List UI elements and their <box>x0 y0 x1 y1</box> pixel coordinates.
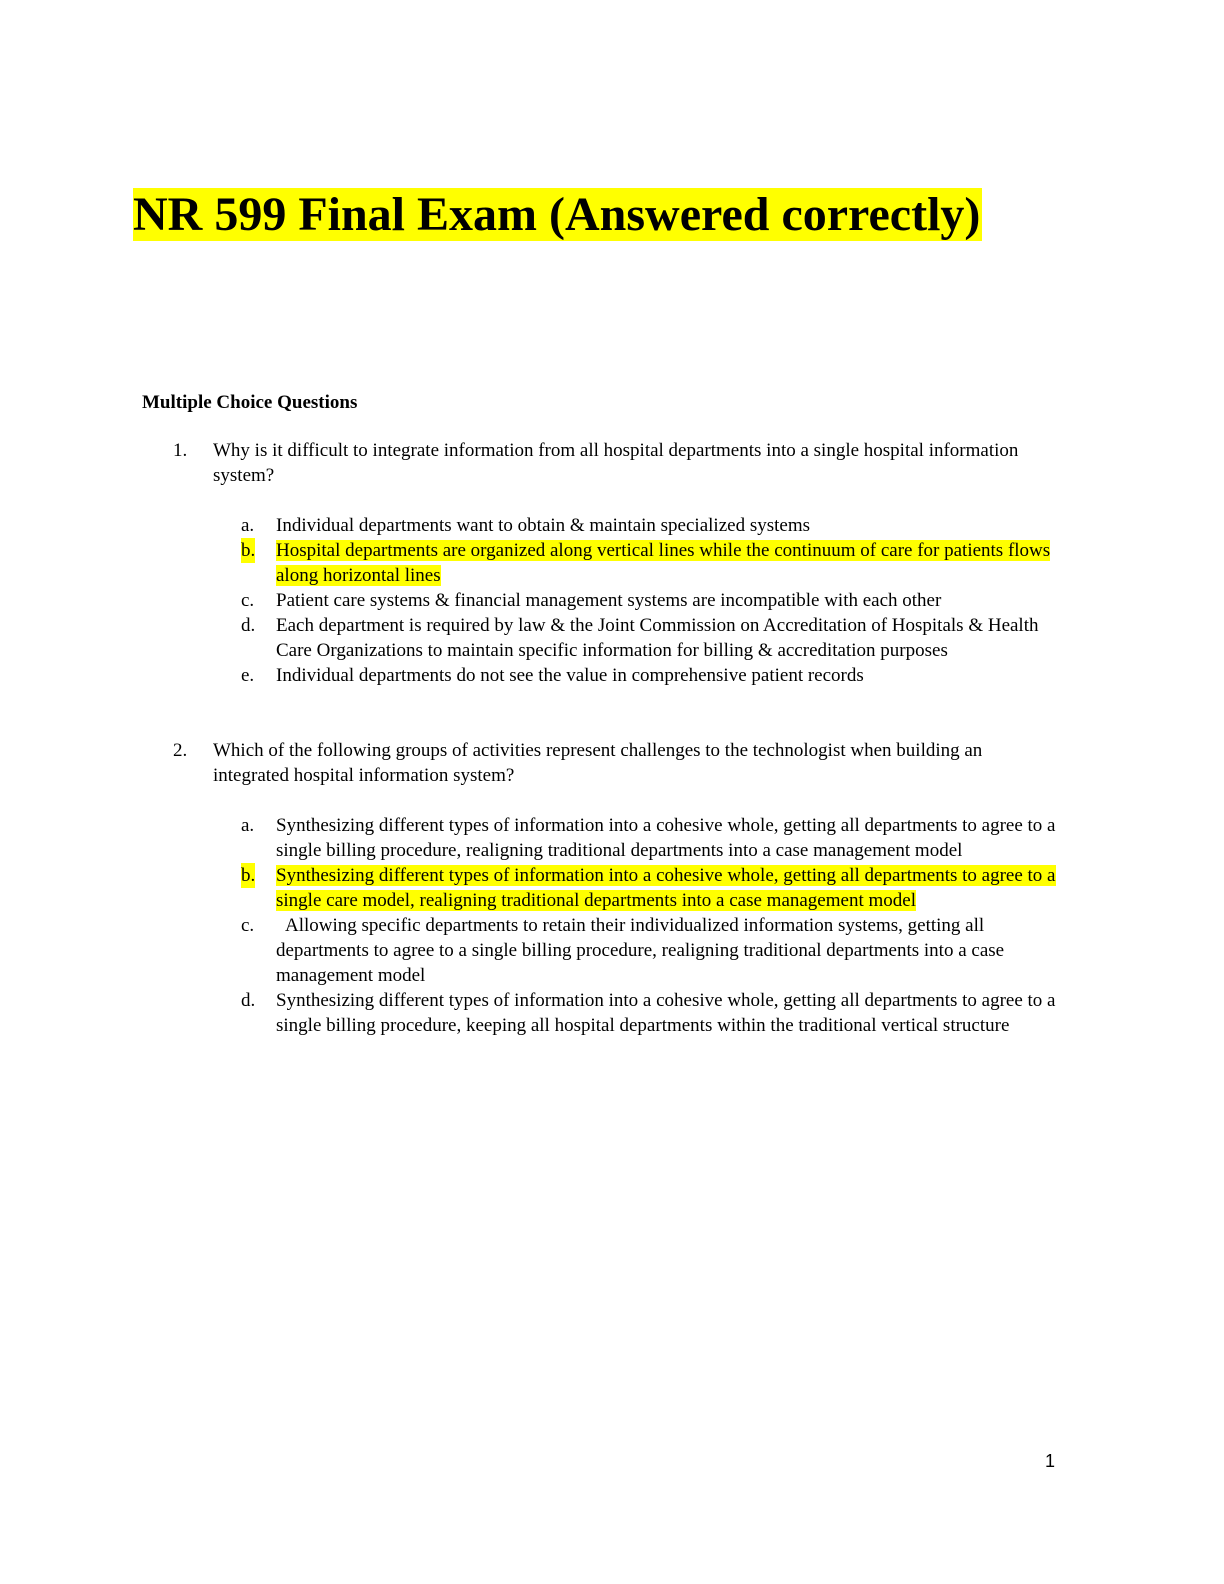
page-number: 1 <box>1045 1451 1056 1471</box>
question-2-stem <box>173 738 1073 788</box>
answer-text: Each department is required by law & the Joint Commission on Accreditation of Hospitals & Health Care Organizations to maintain specific information for billing & accreditation purposes <box>276 615 1039 661</box>
answer-option-c <box>173 913 1071 988</box>
answer-text: Synthesizing different types of information into a cohesive whole, getting all departments to agree to a single billing procedure, keeping all hospital departments within the traditional vertical structure <box>276 990 1056 1036</box>
answer-option-d <box>173 988 1071 1038</box>
answer-letter: c. <box>241 590 255 611</box>
answer-text: Synthesizing different types of information into a cohesive whole, getting all departments to agree to a single billing procedure, realigning traditional departments into a case management model <box>276 815 1056 861</box>
answer-list <box>173 813 1073 1038</box>
answer-letter: d. <box>241 990 256 1011</box>
question-text: Which of the following groups of activities represent challenges to the technologist when building an integrated hospital information system? <box>213 740 983 786</box>
answer-option-a <box>173 813 1071 863</box>
answer-option-c <box>173 588 1071 613</box>
answer-letter: a. <box>241 515 255 536</box>
answer-option-b-correct <box>173 538 1071 588</box>
answer-text: Individual departments do not see the value in comprehensive patient records <box>276 665 864 686</box>
question-number: 1. <box>173 440 188 461</box>
answer-letter: a. <box>241 815 255 836</box>
question-1 <box>173 438 1073 688</box>
answer-text-highlighted: Hospital departments are organized along vertical lines while the continuum of care for patients flows along horizontal lines <box>276 540 1051 586</box>
answer-letter: b. <box>241 540 256 561</box>
answer-option-b-correct <box>173 863 1071 913</box>
question-number: 2. <box>173 740 188 761</box>
question-text: Why is it difficult to integrate information from all hospital departments into a single hospital information system? <box>213 440 1019 486</box>
answer-letter: d. <box>241 615 256 636</box>
answer-list <box>173 513 1073 688</box>
page-title <box>133 184 982 246</box>
answer-option-a <box>173 513 1071 538</box>
answer-option-e <box>173 663 1071 688</box>
page-title-text: NR 599 Final Exam (Answered correctly) <box>133 188 981 241</box>
answer-letter: c. <box>241 915 255 936</box>
question-1-stem <box>173 438 1073 488</box>
answer-text-highlighted: Synthesizing different types of information into a cohesive whole, getting all departments to agree to a single care model, realigning traditional departments into a case management model <box>276 865 1056 911</box>
section-heading: Multiple Choice Questions <box>142 392 358 413</box>
answer-text: Individual departments want to obtain & maintain specialized systems <box>276 515 810 536</box>
answer-text: Allowing specific departments to retain their individualized information systems, getting all departments to agree to a single billing procedure, realigning traditional departments into a case management model <box>276 915 1005 986</box>
answer-letter: b. <box>241 865 256 886</box>
question-2 <box>173 738 1073 1038</box>
answer-letter: e. <box>241 665 255 686</box>
answer-text: Patient care systems & financial management systems are incompatible with each other <box>276 590 942 611</box>
answer-option-d <box>173 613 1071 663</box>
